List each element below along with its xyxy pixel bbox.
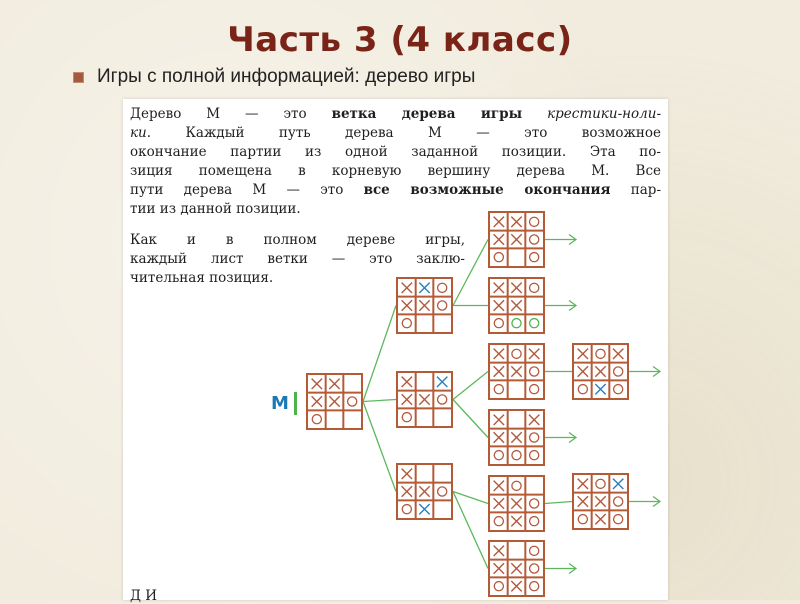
text-run: все возможные окончания — [363, 182, 611, 198]
o-mark — [578, 385, 587, 394]
root-marker — [294, 392, 297, 415]
board-move-2 — [396, 371, 453, 428]
terminal-arrow — [545, 235, 576, 245]
o-mark — [578, 515, 587, 524]
board-leaf-5-next — [572, 473, 629, 530]
new-o-mark — [530, 319, 539, 328]
o-mark — [438, 301, 447, 310]
o-mark — [494, 451, 503, 460]
text-run: тии из данной позиции. — [130, 201, 301, 217]
tree-edge — [363, 306, 396, 402]
tree-edge — [363, 402, 396, 492]
o-mark — [512, 481, 521, 490]
text-run: крестики-ноли- — [547, 106, 662, 122]
tree-edge — [453, 240, 488, 306]
text-run: . Каждый путь дерева М — это возможное — [146, 125, 661, 141]
o-mark — [614, 385, 623, 394]
o-mark — [348, 397, 357, 406]
o-mark — [530, 385, 539, 394]
text-run: Дерево М — это — [130, 106, 332, 122]
o-mark — [530, 546, 539, 555]
board-leaf-2 — [488, 277, 545, 334]
o-mark — [530, 253, 539, 262]
root-label: М — [271, 393, 289, 414]
o-mark — [614, 515, 623, 524]
board-leaf-6 — [488, 540, 545, 597]
o-mark — [512, 349, 521, 358]
text-run: пути дерева М — это — [130, 182, 364, 198]
tree-edge — [363, 400, 396, 402]
board-move-3 — [396, 463, 453, 520]
text-run: ветка дерева игры — [331, 106, 523, 122]
o-mark — [494, 582, 503, 591]
o-mark — [494, 517, 503, 526]
text-run: зиция помещена в корневую вершину дерева М. Все — [130, 163, 661, 179]
slide-title: Часть 3 (4 класс) — [227, 20, 573, 60]
board-leaf-4 — [488, 409, 545, 466]
terminal-arrow — [545, 433, 576, 443]
o-mark — [530, 564, 539, 573]
text-run: ки — [130, 125, 147, 141]
o-mark — [512, 451, 521, 460]
text-run: окончание партии из одной заданной позиции. Эта по- — [130, 144, 661, 160]
o-mark — [530, 283, 539, 292]
tree-edge — [545, 502, 572, 504]
o-mark — [494, 385, 503, 394]
tree-edge — [453, 492, 488, 569]
terminal-arrow — [629, 497, 660, 507]
o-mark — [530, 433, 539, 442]
text-run: чительная позиция. — [130, 270, 274, 286]
tree-edge — [453, 372, 488, 400]
o-mark — [312, 415, 321, 424]
terminal-arrow — [629, 367, 660, 377]
text-run: каждый лист ветки — это заклю- — [130, 251, 465, 267]
text-run: Как и в полном дереве игры, — [130, 232, 465, 248]
board-move-1 — [396, 277, 453, 334]
board-root — [306, 373, 363, 430]
o-mark — [402, 505, 411, 514]
text-run: пар- — [610, 182, 661, 198]
o-mark — [438, 395, 447, 404]
tree-edge — [453, 400, 488, 438]
o-mark — [438, 487, 447, 496]
terminal-arrow — [545, 301, 576, 311]
o-mark — [438, 283, 447, 292]
bullet-text: Игры с полной информацией: дерево игры — [97, 66, 476, 87]
terminal-arrow — [545, 564, 576, 574]
board-leaf-5 — [488, 475, 545, 532]
o-mark — [530, 517, 539, 526]
o-mark — [402, 413, 411, 422]
o-mark — [614, 497, 623, 506]
o-mark — [530, 367, 539, 376]
board-leaf-3-next — [572, 343, 629, 400]
o-mark — [494, 319, 503, 328]
o-mark — [530, 235, 539, 244]
o-mark — [614, 367, 623, 376]
o-mark — [494, 253, 503, 262]
new-o-mark — [512, 319, 521, 328]
o-mark — [530, 451, 539, 460]
o-mark — [402, 319, 411, 328]
o-mark — [530, 499, 539, 508]
o-mark — [530, 217, 539, 226]
board-leaf-1 — [488, 211, 545, 268]
o-mark — [530, 582, 539, 591]
cut-off-text: Д И — [130, 588, 158, 604]
board-leaf-3 — [488, 343, 545, 400]
o-mark — [596, 349, 605, 358]
o-mark — [596, 479, 605, 488]
